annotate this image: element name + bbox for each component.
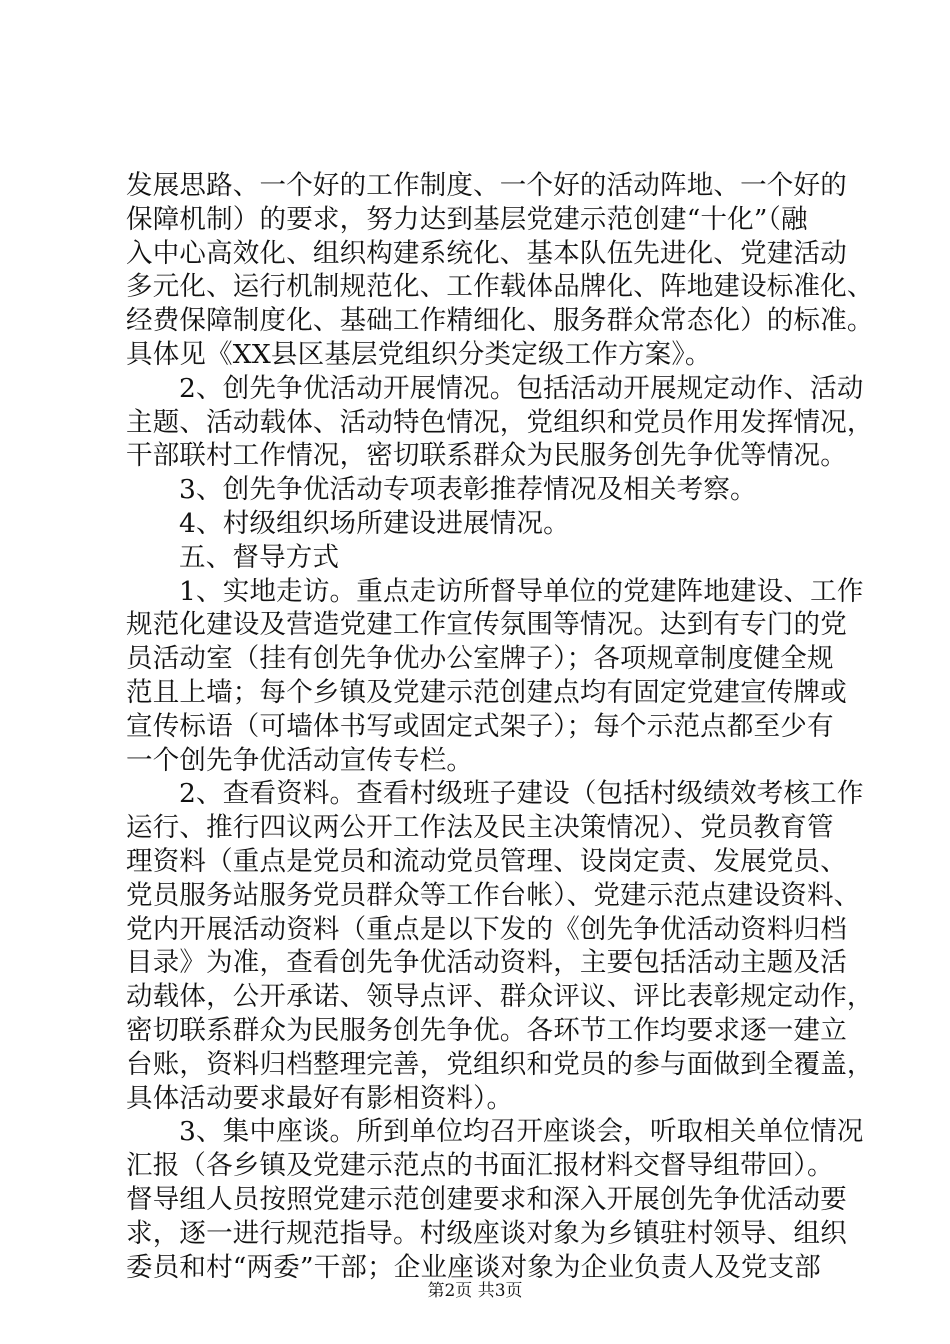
text-line: 求，逐一进行规范指导。村级座谈对象为乡镇驻村领导、组织 bbox=[126, 1217, 847, 1249]
text-line: 范且上墙；每个乡镇及党建示范创建点均有固定党建宣传牌或 bbox=[126, 676, 847, 708]
text-line: 发展思路、一个好的工作制度、一个好的活动阵地、一个好的 bbox=[126, 170, 847, 201]
text-line: 具体活动要求最好有影相资料）。 bbox=[126, 1082, 514, 1114]
paragraph-first-line: 4、村级组织场所建设进展情况。 bbox=[179, 507, 570, 539]
text-line: 保障机制）的要求，努力达到基层党建示范创建“十化”（融 bbox=[126, 203, 808, 235]
text-line: 宣传标语（可墙体书写或固定式架子）；每个示范点都至少有 bbox=[126, 710, 834, 742]
paragraph-first-line: 3、集中座谈。所到单位均召开座谈会，听取相关单位情况 bbox=[179, 1116, 864, 1148]
paragraph-first-line: 2、查看资料。查看村级班子建设（包括村级绩效考核工作 bbox=[179, 778, 864, 810]
text-line: 台账，资料归档整理完善，党组织和党员的参与面做到全覆盖， bbox=[126, 1048, 874, 1080]
text-line: 经费保障制度化、基础工作精细化、服务群众常态化）的标准。 bbox=[126, 305, 874, 337]
text-line: 干部联村工作情况，密切联系群众为民服务创先争优等情况。 bbox=[126, 440, 847, 472]
page-footer bbox=[0, 1280, 950, 1302]
text-line: 员活动室（挂有创先争优办公室牌子）；各项规章制度健全规 bbox=[126, 643, 834, 675]
section-heading: 五、督导方式 bbox=[179, 541, 340, 573]
text-line: 汇报（各乡镇及党建示范点的书面汇报材料交督导组带回）。 bbox=[126, 1150, 834, 1182]
text-line: 一个创先争优活动宣传专栏。 bbox=[126, 744, 474, 776]
text-line: 规范化建设及营造党建工作宣传氛围等情况。达到有专门的党 bbox=[126, 609, 847, 641]
text-line: 委员和村“两委”干部；企业座谈对象为企业负责人及党支部 bbox=[126, 1251, 821, 1283]
paragraph-first-line: 2、创先争优活动开展情况。包括活动开展规定动作、活动 bbox=[179, 372, 864, 404]
text-line: 密切联系群众为民服务创先争优。各环节工作均要求逐一建立 bbox=[126, 1014, 847, 1046]
text-line: 主题、活动载体、活动特色情况，党组织和党员作用发挥情况， bbox=[126, 406, 874, 438]
document-body bbox=[126, 169, 886, 1284]
text-line: 具体见《XX县区基层党组织分类定级工作方案》。 bbox=[126, 338, 712, 370]
text-line: 运行、推行四议两公开工作法及民主决策情况）、党员教育管 bbox=[126, 812, 834, 844]
text-line: 目录》为准，查看创先争优活动资料，主要包括活动主题及活 bbox=[126, 947, 847, 979]
text-line: 动载体，公开承诺、领导点评、群众评议、评比表彰规定动作， bbox=[126, 981, 874, 1013]
paragraph-first-line: 3、创先争优活动专项表彰推荐情况及相关考察。 bbox=[179, 474, 757, 506]
text-line: 理资料（重点是党员和流动党员管理、设岗定责、发展党员、 bbox=[126, 845, 847, 877]
text-line: 入中心高效化、组织构建系统化、基本队伍先进化、党建活动 bbox=[126, 237, 847, 269]
text-line: 多元化、运行机制规范化、工作载体品牌化、阵地建设标准化、 bbox=[126, 271, 874, 303]
text-line: 党员服务站服务党员群众等工作台帐）、党建示范点建设资料、 bbox=[126, 879, 861, 911]
page-number: 第2页 共3页 bbox=[427, 1281, 523, 1301]
paragraph-first-line: 1、实地走访。重点走访所督导单位的党建阵地建设、工作 bbox=[179, 575, 864, 607]
text-line: 党内开展活动资料（重点是以下发的《创先争优活动资料归档 bbox=[126, 913, 847, 945]
text-line: 督导组人员按照党建示范创建要求和深入开展创先争优活动要 bbox=[126, 1183, 847, 1215]
